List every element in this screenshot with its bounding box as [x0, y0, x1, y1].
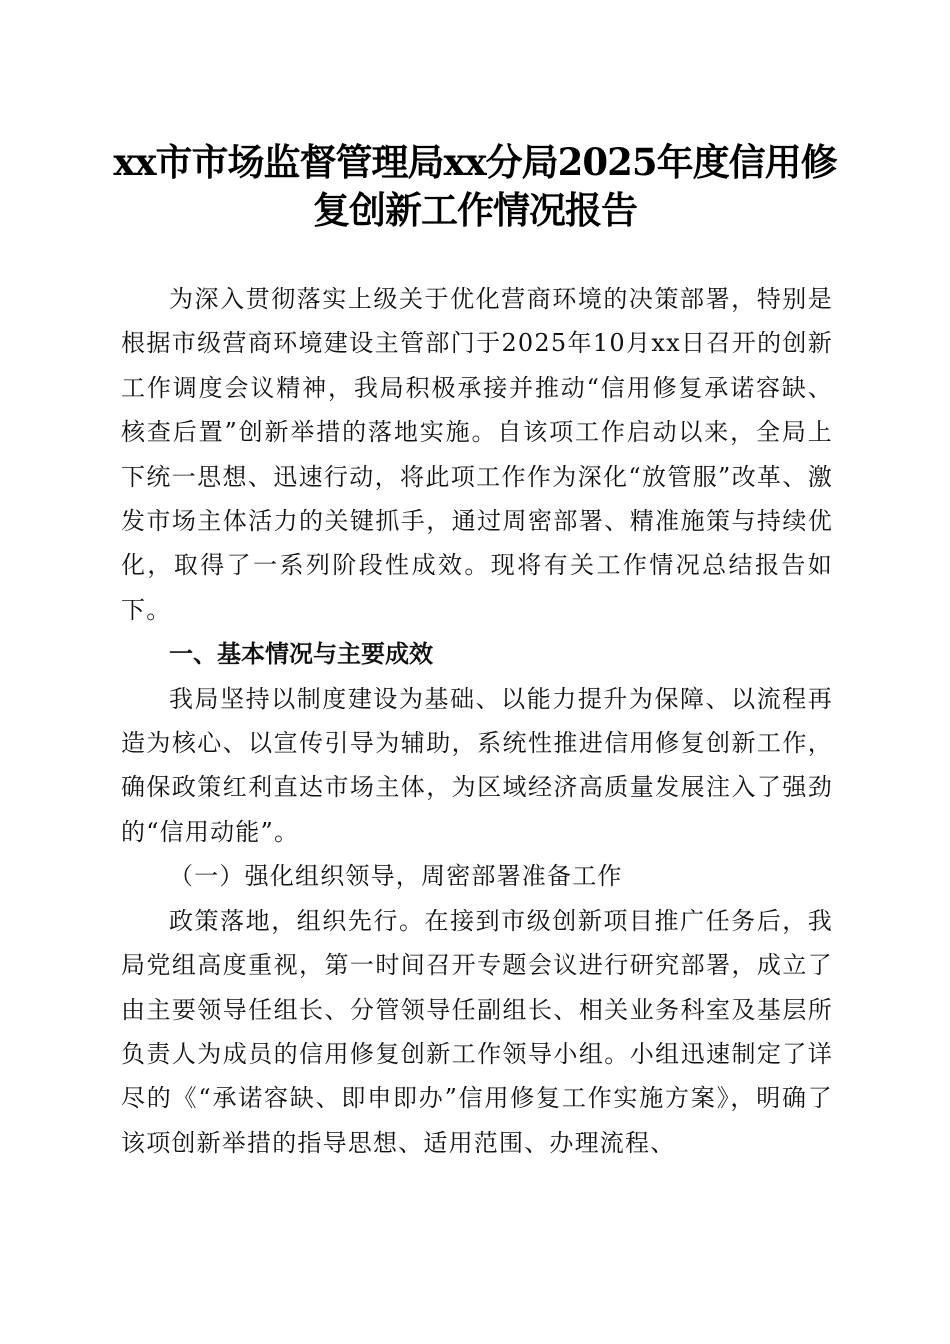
section-heading-1: 一、基本情况与主要成效 [169, 640, 433, 669]
subsection-1-1-paragraph: 政策落地，组织先行。在接到市级创新项目推广任务后，我局党组高度重视，第一时间召开专题会议进行研究部署，成立了由主要领导任组长、分管领导任副组长、相关业务科室及基层所负责人为成员的信用修复创新工作领导小组。小组迅速制定了详尽的《“承诺容缺、即申即办”信用修复工作实施方案》，明确了该项创新举措的指导思想、适用范围、办理流程、 [121, 906, 833, 1157]
document-title: xx市市场监督管理局xx分局2025年度信用修复创新工作情况报告 [113, 140, 837, 232]
document-body [121, 277, 833, 1165]
subsection-heading-1-1: （一）强化组织领导，周密部署准备工作 [169, 862, 623, 891]
section-1-paragraph: 我局坚持以制度建设为基础、以能力提升为保障、以流程再造为核心、以宣传引导为辅助，系统性推进信用修复创新工作，确保政策红利直达市场主体，为区域经济高质量发展注入了强劲的“信用动能”。 [121, 684, 833, 846]
intro-paragraph: 为深入贯彻落实上级关于优化营商环境的决策部署，特别是根据市级营商环境建设主管部门于2025年10月xx日召开的创新工作调度会议精神，我局积极承接并推动“信用修复承诺容缺、核查后置”创新举措的落地实施。自该项工作启动以来，全局上下统一思想、迅速行动，将此项工作作为深化“放管服”改革、激发市场主体活力的关键抓手，通过周密部署、精准施策与持续优化，取得了一系列阶段性成效。现将有关工作情况总结报告如下。 [121, 285, 833, 624]
